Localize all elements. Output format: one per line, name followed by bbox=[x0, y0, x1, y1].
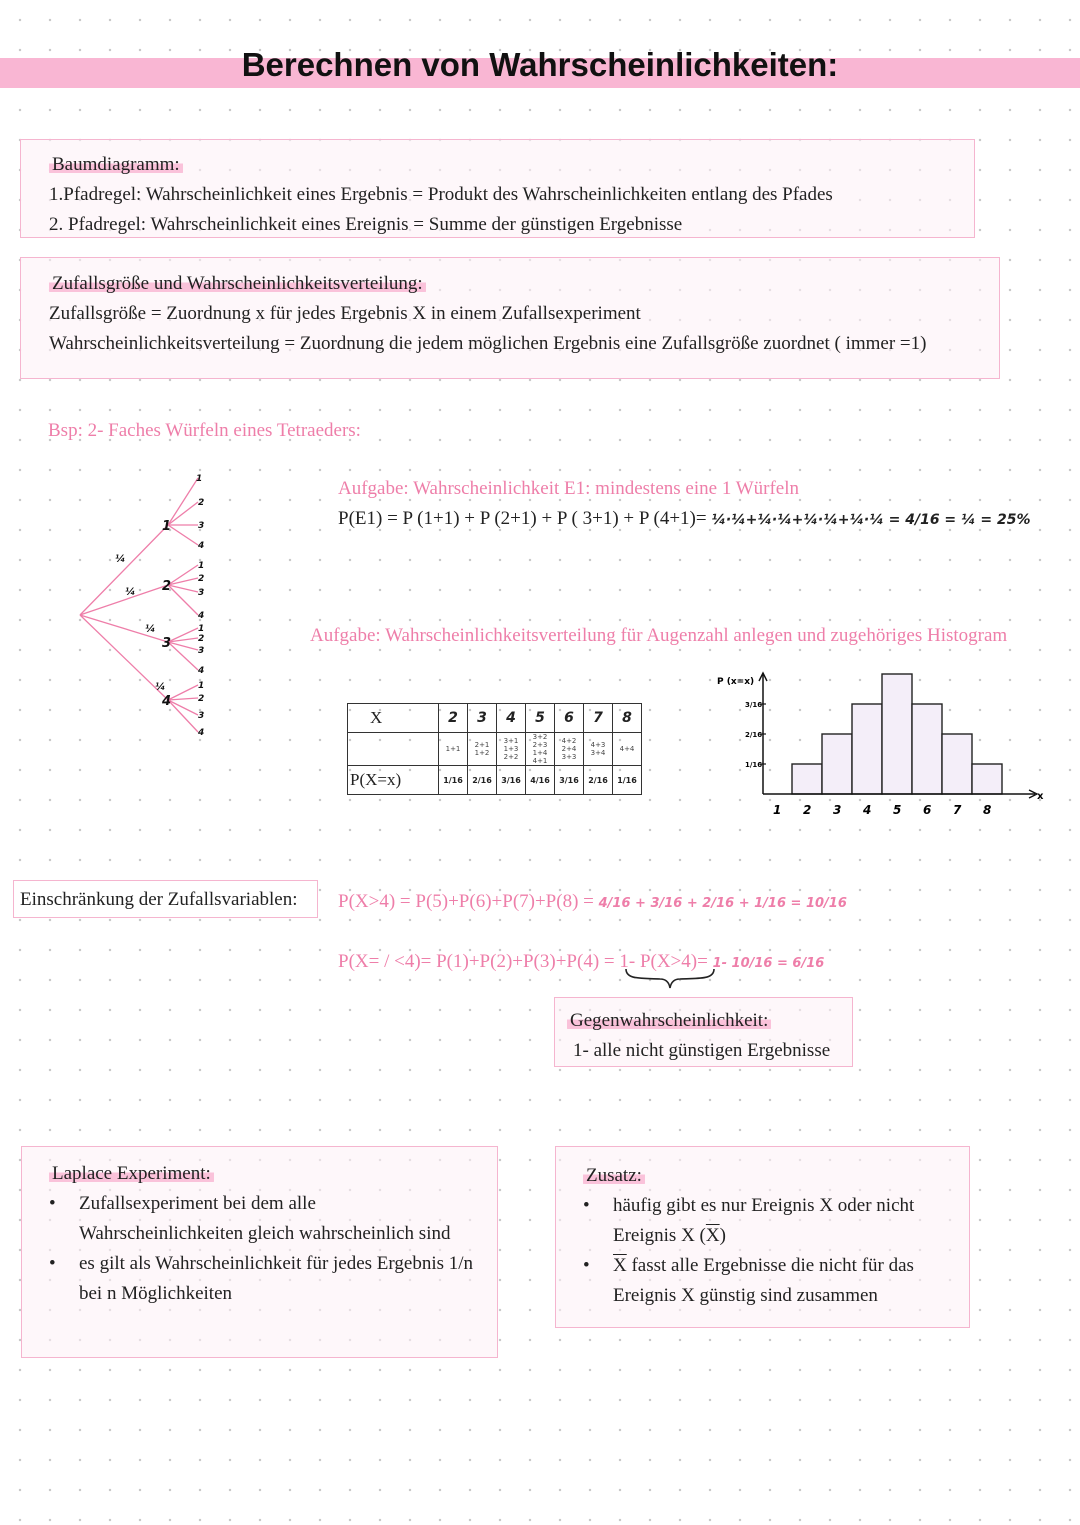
tree-leaf: 2 bbox=[198, 498, 205, 508]
empty-label-cell bbox=[348, 733, 439, 766]
laplace-box bbox=[21, 1146, 498, 1358]
einschraenkung-handwritten-2: 1- 10/16 = 6/16 bbox=[712, 956, 825, 971]
curly-brace bbox=[622, 966, 718, 992]
zusatz-box bbox=[555, 1146, 970, 1328]
combination-cell: 4+2 2+4 3+3 bbox=[555, 733, 584, 766]
x-value: 4 bbox=[497, 704, 526, 733]
combination-cell: 4+4 bbox=[613, 733, 642, 766]
zusatz-heading: Zusatz: bbox=[583, 1165, 645, 1186]
tree-leaf: 3 bbox=[198, 646, 205, 656]
tree-branch-prob: ¼ bbox=[155, 682, 166, 693]
einschraenkung-box bbox=[13, 880, 318, 918]
combination-cell: 2+1 1+2 bbox=[468, 733, 497, 766]
tree-leaf: 3 bbox=[198, 521, 205, 531]
x-tick-label: 3 bbox=[833, 803, 842, 817]
gegenwahrscheinlichkeit-heading: Gegenwahrscheinlichkeit: bbox=[567, 1010, 771, 1031]
laplace-heading: Laplace Experiment: bbox=[49, 1163, 214, 1184]
formula-e1 bbox=[338, 504, 1031, 535]
histogram-bar bbox=[822, 734, 852, 794]
zufallsgroesse-box bbox=[20, 257, 1000, 379]
p-value: 1/16 bbox=[613, 766, 642, 795]
x-tick-label: 5 bbox=[893, 803, 902, 817]
tree-branch-prob: ¼ bbox=[125, 587, 136, 598]
p-value: 3/16 bbox=[497, 766, 526, 795]
histogram-bar bbox=[942, 734, 972, 794]
x-value: 5 bbox=[526, 704, 555, 733]
histogram-bar bbox=[972, 764, 1002, 794]
einschraenkung-label: Einschränkung der Zufallsvariablen: bbox=[20, 889, 298, 910]
formula-e1-handwritten: ¼·¼+¼·¼+¼·¼+¼·¼ = 4/16 = ¼ = 25% bbox=[711, 512, 1031, 528]
x-tick-label: 1 bbox=[773, 803, 782, 817]
p-value: 3/16 bbox=[555, 766, 584, 795]
histogram-bar bbox=[852, 704, 882, 794]
tree-branch-prob: ¼ bbox=[115, 554, 126, 565]
task-2: Aufgabe: Wahrscheinlichkeitsverteilung für Augenzahl anlegen und zugehöriges Histogram bbox=[310, 625, 1008, 646]
x-tick-label: 2 bbox=[803, 803, 812, 817]
list-item: • Zufallsexperiment bei dem alle Wahrscheinlichkeiten gleich wahrscheinlich sind bbox=[49, 1193, 451, 1244]
task-1: Aufgabe: Wahrscheinlichkeit E1: mindestens eine 1 Würfeln bbox=[338, 478, 800, 499]
table-row-x bbox=[348, 704, 642, 733]
tree-leaf: 1 bbox=[198, 561, 205, 571]
y-tick-label: 1/16 bbox=[745, 761, 763, 769]
histogram-bar bbox=[882, 674, 912, 794]
tree-node-1: 1 bbox=[162, 519, 172, 534]
page-title: Berechnen von Wahrscheinlichkeiten: bbox=[241, 46, 839, 83]
tree-leaf: 1 bbox=[198, 624, 205, 634]
zufallsgroesse-heading: Zufallsgröße und Wahrscheinlichkeitsverteilung: bbox=[49, 273, 426, 294]
verteilung-definition: Wahrscheinlichkeitsverteilung = Zuordnung die jedem möglichen Ergebnis eine Zufallsgröße zuordnet ( immer =1) bbox=[49, 333, 927, 354]
tree-leaf: 2 bbox=[198, 694, 205, 704]
combination-cell: 1+1 bbox=[439, 733, 468, 766]
p-value: 4/16 bbox=[526, 766, 555, 795]
x-tick-label: 6 bbox=[923, 803, 932, 817]
tree-leaf: 4 bbox=[198, 611, 205, 621]
tree-leaf: 2 bbox=[198, 574, 205, 584]
table-row-p bbox=[348, 766, 642, 795]
zufallsgroesse-definition: Zufallsgröße = Zuordnung x für jedes Ergebnis X in einem Zufallsexperiment bbox=[49, 303, 641, 324]
x-value: 7 bbox=[584, 704, 613, 733]
y-axis-label: P (x=x) bbox=[717, 677, 755, 687]
einschraenkung-formula-1: P(X>4) = P(5)+P(6)+P(7)+P(8) = bbox=[338, 891, 594, 912]
tree-leaf: 3 bbox=[198, 588, 205, 598]
table-row-combinations bbox=[348, 733, 642, 766]
tree-leaf: 4 bbox=[198, 728, 205, 738]
pfadregel-2: 2. Pfadregel: Wahrscheinlichkeit eines Ereignis = Summe der günstigen Ergebnisse bbox=[49, 214, 683, 235]
einschraenkung-formula-2: P(X= / <4)= P(1)+P(2)+P(3)+P(4) = 1- P(X>4)= bbox=[338, 951, 708, 972]
baumdiagramm-box bbox=[20, 139, 975, 238]
tree-diagram bbox=[70, 470, 220, 745]
combination-cell: 4+3 3+4 bbox=[584, 733, 613, 766]
histogram-bar bbox=[792, 764, 822, 794]
laplace-list bbox=[49, 1189, 477, 1309]
tree-node-2: 2 bbox=[162, 579, 172, 594]
tree-node-3: 3 bbox=[162, 636, 172, 651]
x-tick-label: 4 bbox=[863, 803, 872, 817]
y-tick-label: 3/16 bbox=[745, 701, 763, 709]
combination-cell: 3+1 1+3 2+2 bbox=[497, 733, 526, 766]
p-value: 1/16 bbox=[439, 766, 468, 795]
x-value: 2 bbox=[439, 704, 468, 733]
gegenwahrscheinlichkeit-box bbox=[554, 997, 853, 1067]
einschraenkung-line-1 bbox=[338, 887, 847, 919]
pfadregel-1: 1.Pfadregel: Wahrscheinlichkeit eines Ergebnis = Produkt des Wahrscheinlichkeiten entlang des Pfades bbox=[49, 184, 833, 205]
x-value: 8 bbox=[613, 704, 642, 733]
tree-branch-prob: ¼ bbox=[145, 624, 156, 635]
tree-leaf: 4 bbox=[198, 666, 205, 676]
list-item: • es gilt als Wahrscheinlichkeit für jedes Ergebnis 1/n bei n Möglichkeiten bbox=[49, 1253, 474, 1304]
combination-cell: 3+2 2+3 1+4 4+1 bbox=[526, 733, 555, 766]
baumdiagramm-heading: Baumdiagramm: bbox=[49, 154, 183, 175]
list-item: • häufig gibt es nur Ereignis X oder nicht Ereignis X $(\overline{X})$ bbox=[583, 1195, 915, 1246]
zusatz-list bbox=[583, 1191, 949, 1311]
tree-leaf: 1 bbox=[198, 681, 205, 691]
einschraenkung-line-2 bbox=[338, 947, 824, 979]
example-heading: Bsp: 2- Faches Würfeln eines Tetraeders: bbox=[48, 420, 361, 441]
tree-leaf: 1 bbox=[196, 474, 203, 484]
gegenwahrscheinlichkeit-text: 1- alle nicht günstigen Ergebnisse bbox=[573, 1040, 831, 1061]
x-axis-label: x bbox=[1037, 791, 1044, 802]
x-tick-label: 8 bbox=[983, 803, 992, 817]
histogram-bar bbox=[912, 704, 942, 794]
histogram bbox=[705, 668, 1050, 828]
x-label-cell: X bbox=[348, 704, 439, 733]
x-value: 6 bbox=[555, 704, 584, 733]
p-value: 2/16 bbox=[468, 766, 497, 795]
p-value: 2/16 bbox=[584, 766, 613, 795]
tree-leaf: 2 bbox=[198, 634, 205, 644]
distribution-table bbox=[347, 703, 642, 795]
formula-e1-text: P(E1) = P (1+1) + P (2+1) + P ( 3+1) + P (4+1)= bbox=[338, 508, 707, 529]
y-tick-label: 2/16 bbox=[745, 731, 763, 739]
x-value: 3 bbox=[468, 704, 497, 733]
p-label-cell: P(X=x) bbox=[348, 766, 439, 795]
list-item: • $\overline{X}$ fasst alle Ergebnisse die nicht für das Ereignis X günstig sind zusammen bbox=[583, 1255, 914, 1306]
tree-leaf: 4 bbox=[198, 541, 205, 551]
einschraenkung-handwritten-1: 4/16 + 3/16 + 2/16 + 1/16 = 10/16 bbox=[598, 896, 847, 911]
x-tick-label: 7 bbox=[953, 803, 962, 817]
tree-node-4: 4 bbox=[162, 694, 172, 709]
tree-leaf: 3 bbox=[198, 711, 205, 721]
